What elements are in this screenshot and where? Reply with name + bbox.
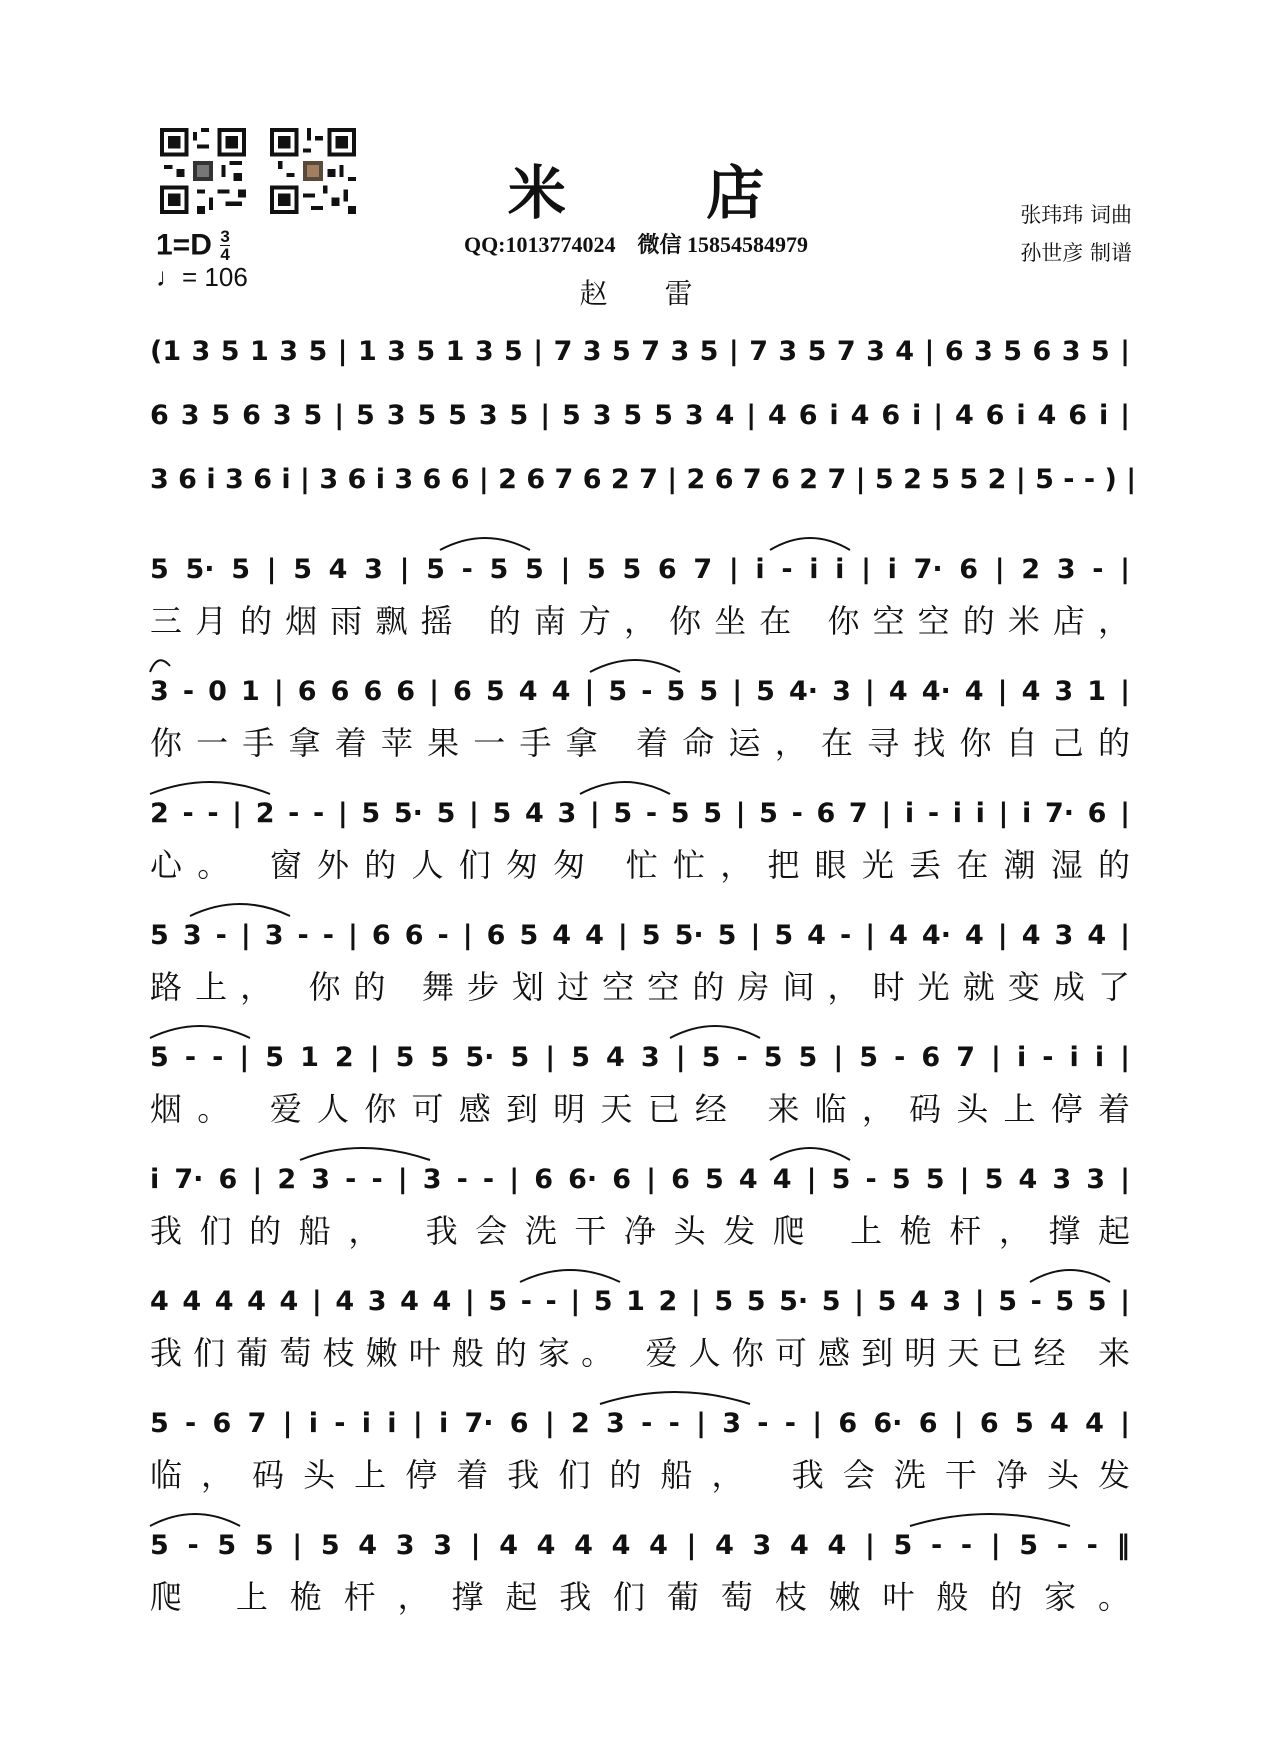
credit-score: 孙世彦 制谱 bbox=[1020, 241, 1132, 265]
contact-qq: QQ:1013774024 bbox=[463, 232, 616, 257]
notation-line: 2 - - | 2 - - | 5 5· 5 | 5 4 3 | 5 - 5 5 | 5 - 6 7 | i - i i | i 7· 6 | bbox=[150, 798, 1130, 829]
notation-line: 5 - 6 7 | i - i i | i 7· 6 | 2 3 - - | 3 - - | 6 6· 6 | 6 5 4 4 | bbox=[150, 1408, 1130, 1439]
notation-line: 3 - 0 1 | 6 6 6 6 | 6 5 4 4 | 5 - 5 5 | 5 4· 3 | 4 4· 4 | 4 3 1 | bbox=[150, 676, 1130, 707]
score-row bbox=[150, 1524, 1130, 1634]
notation-line: (1 3 5 1 3 5 | 1 3 5 1 3 5 | 7 3 5 7 3 5 | 7 3 5 7 3 4 | 6 3 5 6 3 5 | bbox=[150, 336, 1130, 367]
score-row bbox=[150, 1280, 1130, 1390]
tempo bbox=[156, 262, 248, 293]
credits bbox=[1020, 196, 1132, 272]
score-row bbox=[150, 792, 1130, 902]
singer: 赵 雷 bbox=[579, 277, 717, 310]
time-numerator: 3 bbox=[220, 227, 230, 246]
contact-wechat: 微信 15854584979 bbox=[637, 232, 809, 257]
tempo-value: = 106 bbox=[182, 262, 248, 292]
key-signature bbox=[156, 228, 230, 263]
lyric-line: 爬 上桅杆，撑起我们葡萄枝嫩叶般的家。 bbox=[150, 1578, 1130, 1616]
lyric-line: 我们的船， 我会洗干净头发爬 上桅杆，撑起 bbox=[150, 1212, 1130, 1250]
notation-line: 5 3 - | 3 - - | 6 6 - | 6 5 4 4 | 5 5· 5 | 5 4 - | 4 4· 4 | 4 3 4 | bbox=[150, 920, 1130, 951]
score-row bbox=[150, 914, 1130, 1024]
lyric-line: 三月的烟雨飘摇 的南方，你坐在 你空空的米店， bbox=[150, 602, 1130, 640]
lyric-line: 心。 窗外的人们匆匆 忙忙，把眼光丢在潮湿的 bbox=[150, 846, 1130, 884]
time-signature bbox=[220, 228, 229, 263]
score-row bbox=[150, 1402, 1130, 1512]
score-row bbox=[150, 670, 1130, 780]
notation-line: i 7· 6 | 2 3 - - | 3 - - | 6 6· 6 | 6 5 4 4 | 5 - 5 5 | 5 4 3 3 | bbox=[150, 1164, 1130, 1195]
notation-line: 5 - - | 5 1 2 | 5 5 5· 5 | 5 4 3 | 5 - 5 5 | 5 - 6 7 | i - i i | bbox=[150, 1042, 1130, 1073]
notation-line: 5 5· 5 | 5 4 3 | 5 - 5 5 | 5 5 6 7 | i - i i | i 7· 6 | 2 3 - | bbox=[150, 554, 1130, 585]
notation-line: 4 4 4 4 4 | 4 3 4 4 | 5 - - | 5 1 2 | 5 5 5· 5 | 5 4 3 | 5 - 5 5 | bbox=[150, 1286, 1130, 1317]
notation-line: 3 6 i 3 6 i | 3 6 i 3 6 6 | 2 6 7 6 2 7 | 2 6 7 6 2 7 | 5 2 5 5 2 | 5 - - ) | bbox=[150, 464, 1137, 495]
key-label: 1=D bbox=[156, 228, 212, 262]
score-row bbox=[150, 1036, 1130, 1146]
lyric-line: 临，码头上停着我们的船， 我会洗干净头发 bbox=[150, 1456, 1130, 1494]
lyric-line: 我们葡萄枝嫩叶般的家。 爱人你可感到明天已经 来 bbox=[150, 1334, 1130, 1372]
notation-line: 6 3 5 6 3 5 | 5 3 5 5 3 5 | 5 3 5 5 3 4 | 4 6 i 4 6 i | 4 6 i 4 6 i | bbox=[150, 400, 1130, 431]
page-title: 米 店 bbox=[507, 159, 825, 227]
quarter-note-icon: ♩ bbox=[156, 262, 182, 292]
score-row bbox=[150, 1158, 1130, 1268]
notation-line: 5 - 5 5 | 5 4 3 3 | 4 4 4 4 4 | 4 3 4 4 | 5 - - | 5 - - ‖ bbox=[150, 1530, 1130, 1561]
lyric-line: 烟。 爱人你可感到明天已经 来临，码头上停着 bbox=[150, 1090, 1130, 1128]
lyric-line: 你一手拿着苹果一手拿 着命运，在寻找你自己的 bbox=[150, 724, 1130, 762]
score-row bbox=[150, 548, 1130, 658]
lyric-line: 路上， 你的 舞步划过空空的房间，时光就变成了 bbox=[150, 968, 1130, 1006]
time-denominator: 4 bbox=[220, 245, 230, 264]
credit-lyrics: 张玮玮 词曲 bbox=[1020, 203, 1132, 227]
